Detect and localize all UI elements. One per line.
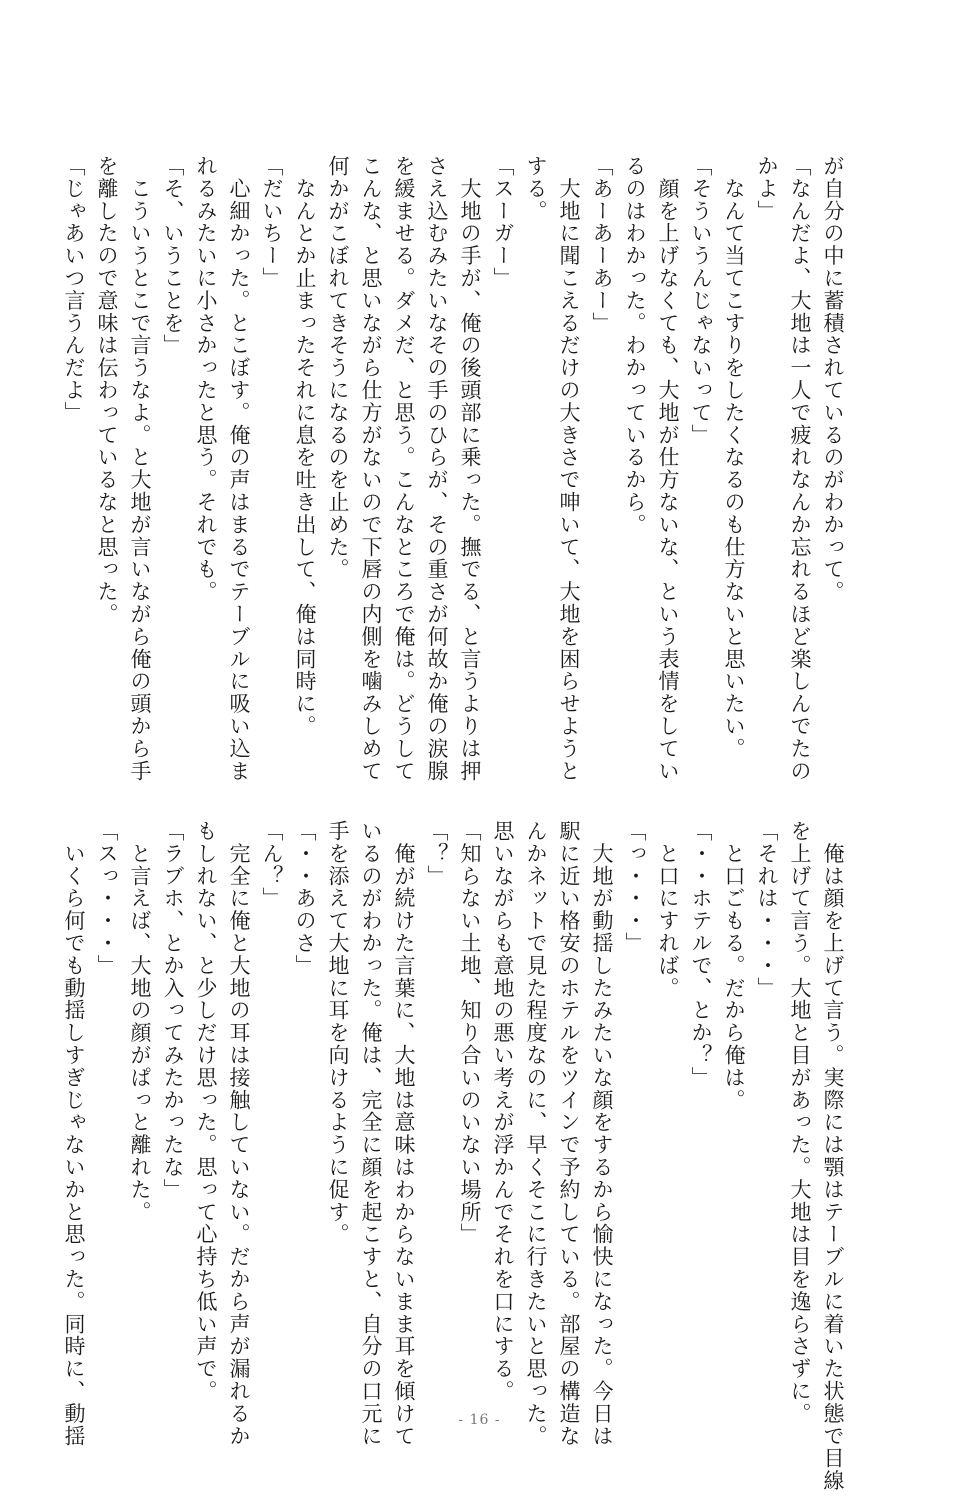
text-line: を緩ませる。ダメだ、と思う。こんなところで俺は。どうして [392,155,416,783]
text-line: れるみたいに小さかったと思う。それでも。 [194,155,218,603]
text-line: 大地の手が、俺の後頭部に乗った。撫でる、と言うよりは押 [458,155,482,783]
text-line: 「ん？」 [260,820,284,910]
text-line: 「それは・・・」 [755,820,779,1000]
text-line: 「？」 [425,820,449,888]
text-line: いくら何でも動揺しすぎじゃないかと思った。同時に、動揺 [62,820,86,1448]
text-line: 「そういうんじゃないって」 [689,155,713,447]
text-line: 「知らない土地、知り合いのいない場所」 [458,820,482,1246]
text-line: と言えば、大地の顔がぱっと離れた。 [128,820,152,1224]
text-line: 「スーガー」 [491,155,515,290]
text-line: んかネットで見た程度なのに、早くそこに行きたいと思った。 [524,820,548,1448]
text-line: いるのがわかった。俺は、完全に顔を起こすと、自分の口元に [359,820,383,1448]
text-line: こんな、と思いながら仕方がないので下唇の内側を噛みしめて [359,155,383,783]
text-line: 「なんだよ、大地は一人で疲れなんか忘れるほど楽しんでたの [788,155,812,783]
page-number: - 16 - [458,1412,501,1428]
text-line: と口にすれば。 [656,820,680,1000]
text-line: 心細かった。とこぼす。俺の声はまるでテーブルに吸い込ま [227,155,251,783]
text-line: 「じゃあいつ言うんだよ」 [62,155,86,424]
top-text-block [62,155,849,783]
text-line: が自分の中に蓄積されているのがわかって。 [821,155,845,603]
text-line: かよ」 [755,155,779,223]
text-line: 駅に近い格安のホテルをツインで予約している。部屋の構造な [557,820,581,1448]
text-line: 何かがこぼれてきそうになるのを止めた。 [326,155,350,581]
text-line: 大地が動揺したみたいな顔をするから愉快になった。今日は [590,820,614,1448]
text-line: 「っ・・・」 [623,820,647,955]
text-line: こういうとこで言うなよ。と大地が言いながら俺の頭から手 [128,155,152,783]
text-line: 完全に俺と大地の耳は接触していない。だから声が漏れるか [227,820,251,1448]
text-line: 「だいちー」 [260,155,284,290]
text-line: 「あーあーあー」 [590,155,614,335]
text-line: なんとか止まったそれに息を吐き出して、俺は同時に。 [293,155,317,738]
text-line: さえ込むみたいなその手のひらが、その重さが何故か俺の涙腺 [425,155,449,783]
text-line: 俺は顔を上げて言う。実際には顎はテーブルに着いた状態で目線 [821,820,845,1492]
text-line: と口ごもる。だから俺は。 [722,820,746,1112]
text-line: るのはわかった。わかっているから。 [623,155,647,536]
text-line: する。 [524,155,548,223]
text-line: 顔を上げなくても、大地が仕方ないな、という表情をしてい [656,155,680,783]
text-line: もしれない、と少しだけ思った。思って心持ち低い声で。 [194,820,218,1403]
text-line: 大地に聞こえるだけの大きさで呻いて、大地を困らせようと [557,155,581,783]
text-line: 「・・ホテルで、とか？」 [689,820,713,1089]
text-line: 手を添えて大地に耳を向けるように促す。 [326,820,350,1246]
text-line: 思いながらも意地の悪い考えが浮かんでそれを口にする。 [491,820,515,1403]
text-line: を上げて言う。大地と目があった。大地は目を逸らさずに。 [788,820,812,1425]
text-line: 「スっ・・・」 [95,820,119,977]
text-line: 俺が続けた言葉に、大地は意味はわからないまま耳を傾けて [392,820,416,1448]
text-line: を離したので意味は伝わっているなと思った。 [95,155,119,626]
text-line: なんて当てこすりをしたくなるのも仕方ないと思いたい。 [722,155,746,760]
text-line: 「ラブホ、とか入ってみたかったな」 [161,820,185,1201]
text-line: 「・・あのさ」 [293,820,317,977]
text-line: 「そ、いうことを」 [161,155,185,357]
